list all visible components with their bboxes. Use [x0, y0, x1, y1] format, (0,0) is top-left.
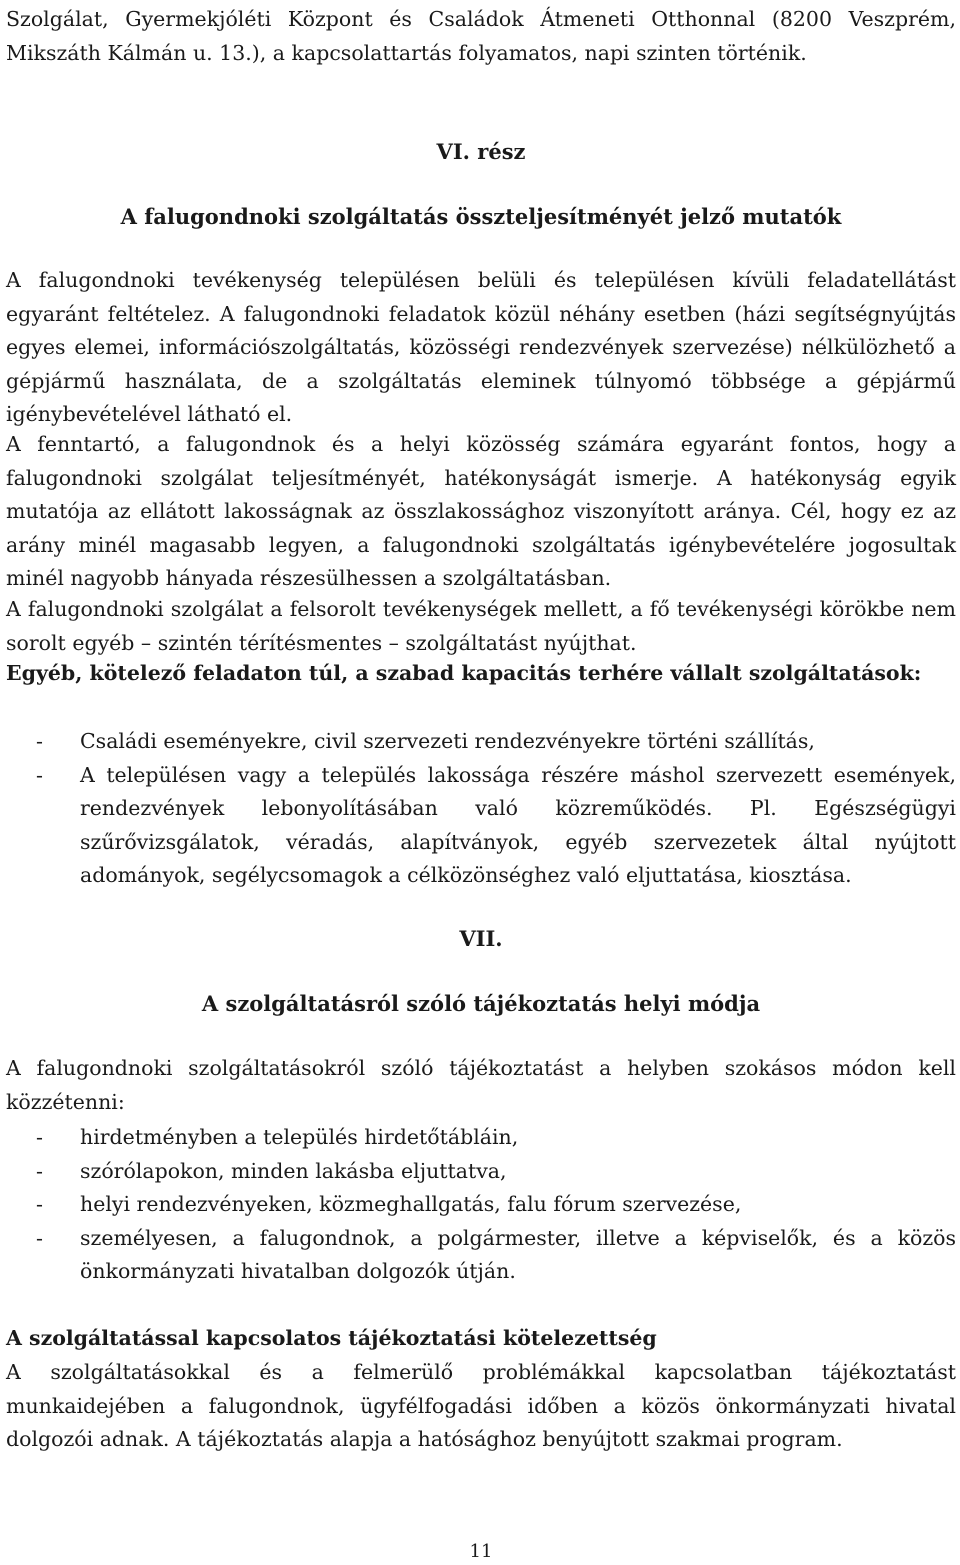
list-item-text: helyi rendezvényeken, közmeghallgatás, falu fórum szervezése,: [80, 1192, 742, 1216]
list-item: [6, 1188, 956, 1222]
section-vii-paragraph: A falugondnoki szolgáltatásokról szóló tájékoztatást a helyben szokásos módon kell közzétenni:: [6, 1056, 956, 1114]
list-dash: -: [36, 729, 43, 753]
section-vii-number: VII.: [459, 926, 503, 951]
list-item-text: személyesen, a falugondnok, a polgármester, illetve a képviselők, és a közös önkormányzati hivatalban dolgozók útján.: [80, 1225, 956, 1283]
list-dash: -: [36, 762, 43, 787]
section-vii-list: [6, 1121, 956, 1289]
section-vi-bold-heading: Egyéb, kötelező feladaton túl, a szabad kapacitás terhére vállalt szolgáltatások:: [6, 661, 922, 685]
list-item: [6, 725, 956, 759]
list-item: [6, 1121, 956, 1155]
list-item-text: hirdetményben a település hirdetőtábláin,: [80, 1125, 519, 1149]
list-item: [6, 1155, 956, 1189]
list-dash: -: [36, 1225, 43, 1250]
list-item: [6, 1222, 956, 1289]
section-vii-title: A szolgáltatásról szóló tájékoztatás helyi módja: [201, 991, 761, 1016]
list-dash: -: [36, 1158, 43, 1183]
section-vi-list: [6, 725, 956, 893]
intro-paragraph: Szolgálat, Gyermekjóléti Központ és Családok Átmeneti Otthonnal (8200 Veszprém, Mikszáth Kálmán u. 13.), a kapcsolattartás folyamatos, napi szinten történik.: [6, 7, 956, 65]
list-item-text: A településen vagy a település lakossága részére máshol szervezett események, rendezvények lebonyolításában való közreműködés. Pl. Egészségügyi szűrővizsgálatok, véradás, alapítványok, egyéb szervezetek által nyújtott adományok, segélycsomagok a célközönséghez való eljuttatása, kiosztása.: [80, 762, 956, 887]
section-vii-closing-paragraph: A szolgáltatásokkal és a felmerülő problémákkal kapcsolatban tájékoztatást munkaidejében a falugondnok, ügyfélfogadási időben a közös önkormányzati hivatal dolgozói adnak. A tájékoztatás alapja a hatósághoz benyújtott szakmai program.: [6, 1360, 956, 1451]
list-dash: -: [36, 1125, 43, 1149]
section-vii-subheading: A szolgáltatással kapcsolatos tájékoztatási kötelezettség: [6, 1326, 657, 1350]
section-vi-paragraph-1: A falugondnoki tevékenység településen belüli és településen kívüli feladatellátást egyaránt feltételez. A falugondnoki feladatok közül néhány esetben (házi segítségnyújtás egyes elemei, információszolgáltatás, közösségi rendezvények szervezése) nélkülözhető a gépjármű használata, de a szolgáltatás eleminek túlnyomó többsége a gépjármű igénybevételével látható el.: [6, 268, 956, 426]
page-number: 11: [469, 1541, 493, 1562]
list-item-text: Családi eseményekre, civil szervezeti rendezvényekre történi szállítás,: [80, 729, 815, 753]
section-vi-title: A falugondnoki szolgáltatás összteljesítményét jelző mutatók: [120, 204, 842, 229]
section-vi-number: VI. rész: [436, 139, 526, 164]
list-dash: -: [36, 1192, 43, 1216]
list-item: [6, 759, 956, 893]
list-item-text: szórólapokon, minden lakásba eljuttatva,: [80, 1158, 507, 1183]
section-vi-paragraph-2: A fenntartó, a falugondnok és a helyi közösség számára egyaránt fontos, hogy a falugondnoki szolgálat teljesítményét, hatékonyságát ismerje. A hatékonyság egyik mutatója az ellátott lakosságnak az összlakossághoz viszonyított aránya. Cél, hogy ez az arány minél magasabb legyen, a falugondnoki szolgáltatás igénybevételére jogosultak minél nagyobb hányada részesülhessen a szolgáltatásban.: [6, 432, 956, 590]
section-vi-paragraph-3: A falugondnoki szolgálat a felsorolt tevékenységek mellett, a fő tevékenységi körökbe nem sorolt egyéb – szintén térítésmentes – szolgáltatást nyújthat.: [6, 597, 956, 655]
